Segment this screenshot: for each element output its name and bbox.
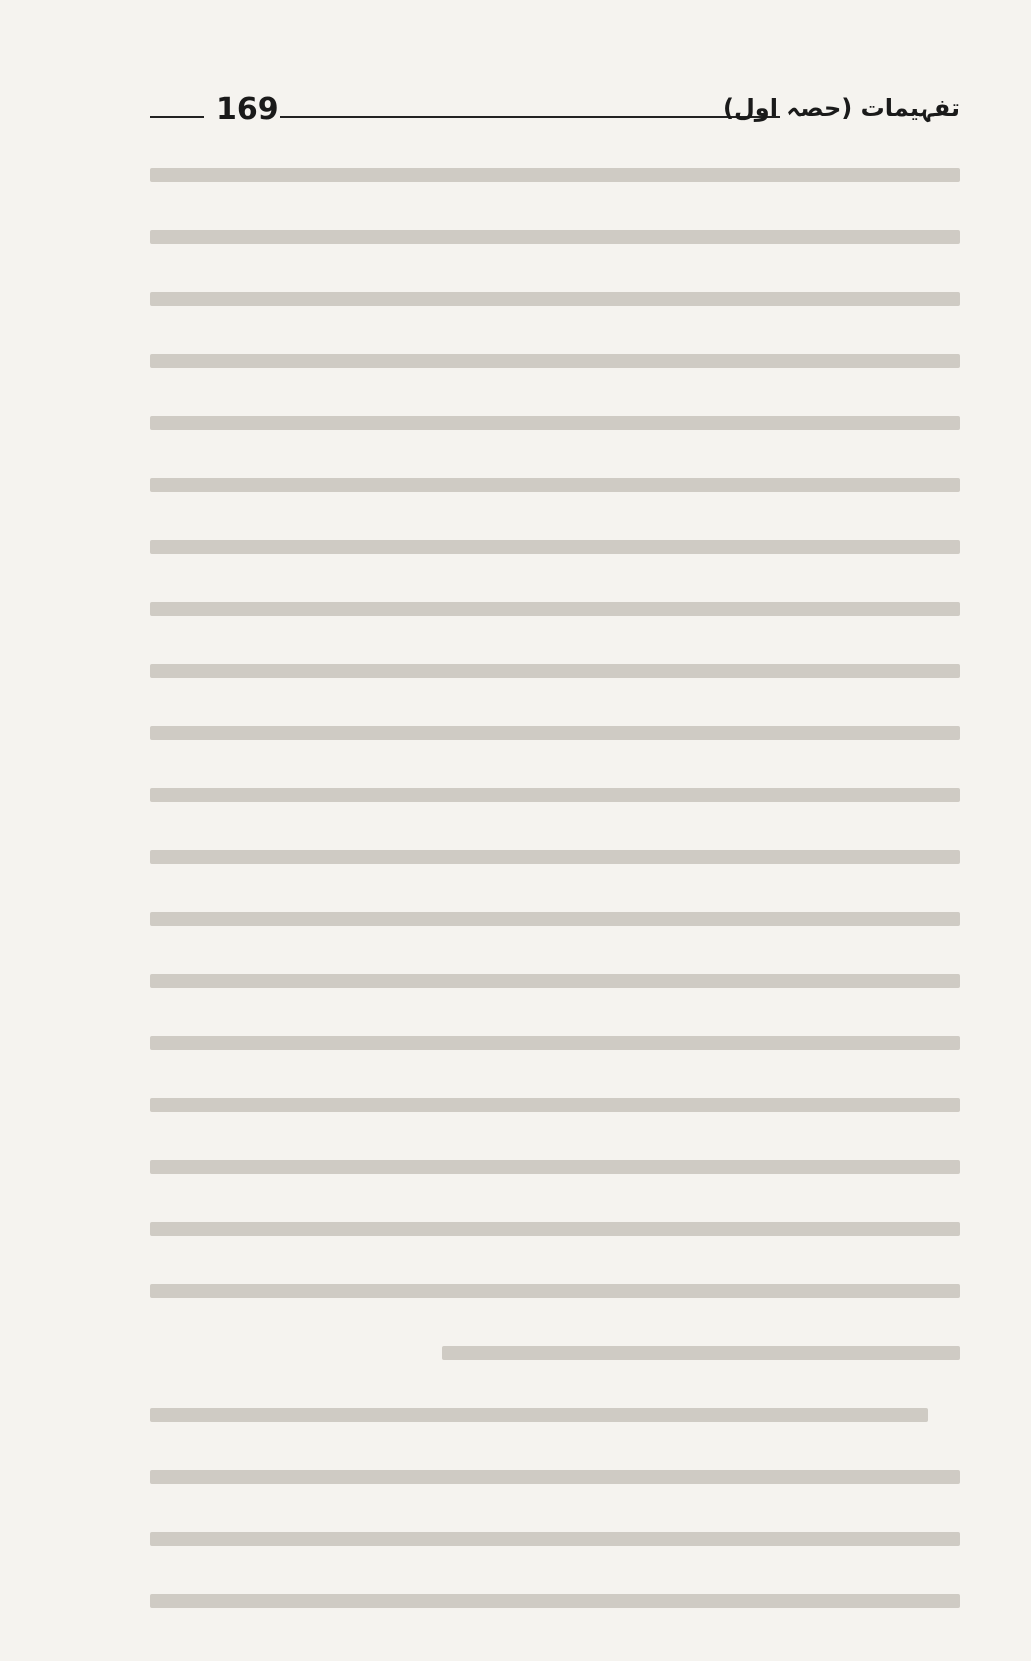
text-line-placeholder [150,1284,960,1298]
text-line-placeholder [150,726,960,740]
text-line-placeholder [150,1470,960,1484]
text-line-placeholder [150,292,960,306]
text-line-placeholder [150,1408,928,1422]
text-line-placeholder [150,478,960,492]
text-line-placeholder [150,912,960,926]
text-line-placeholder [150,974,960,988]
text-line-placeholder [150,540,960,554]
header-rule-right [280,116,780,118]
text-line-placeholder [150,1036,960,1050]
text-line-placeholder [150,354,960,368]
text-line-placeholder [150,664,960,678]
text-line-placeholder [150,416,960,430]
text-line-placeholder [150,230,960,244]
text-line-placeholder [150,1160,960,1174]
text-line-placeholder [150,1532,960,1546]
text-line-placeholder [150,1098,960,1112]
header-title: تفہیمات (حصہ اول) [723,94,960,122]
running-header [150,92,960,132]
body-text-placeholder [150,168,960,1656]
text-line-placeholder [150,850,960,864]
text-line-placeholder [150,1594,960,1608]
text-line-placeholder [150,168,960,182]
page-number: 169 [216,92,279,127]
text-line-placeholder [150,602,960,616]
text-line-placeholder [150,1222,960,1236]
header-rule-left [150,116,204,118]
text-line-placeholder [442,1346,960,1360]
text-line-placeholder [150,788,960,802]
